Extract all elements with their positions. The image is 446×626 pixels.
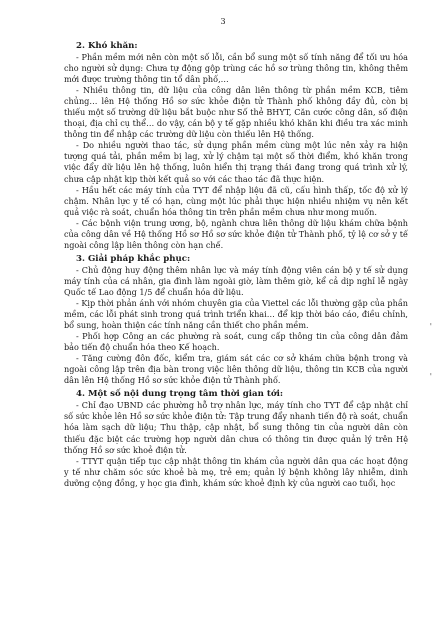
paragraph: - Chủ động huy động thêm nhân lực và máy tính động viên cán bộ y tế sử dụng máy tính của cá nhân, gia đình làm ngoài giờ, làm thêm giờ, kể cả dịp nghỉ lễ ngày Quốc tế Lao động 1/5 để chuẩn hóa dữ liệu. xyxy=(64,264,408,297)
section-solutions xyxy=(64,253,408,387)
paragraph: - TTYT quận tiếp tục cập nhật thông tin khám của người dân qua các hoạt động y tế như chăm sóc sức khoẻ bà mẹ, trẻ em; quản lý bệnh không lây nhiễm, dinh dưỡng cộng đồng, y học gia đình, khám sức khoẻ định kỳ của người cao tuổi, học xyxy=(64,455,408,488)
margin-mark: ' xyxy=(429,372,432,381)
section-difficulties xyxy=(64,40,408,251)
paragraph: - Do nhiều người thao tác, sử dụng phần mềm cùng một lúc nên xảy ra hiện tượng quá tải, phần mềm bị lag, xử lý chậm tại một số thời điểm, khó khăn trong việc đẩy dữ liệu lên hệ thống, luôn hiển thị trạng thái đang trong quá trình xử lý, chưa cập nhật kịp thời kết quả so với các thao tác đã thực hiện. xyxy=(64,140,408,184)
margin-mark: ' xyxy=(429,322,432,331)
page-number: 3 xyxy=(220,17,226,26)
section-key-tasks xyxy=(64,388,408,488)
paragraph: - Chỉ đạo UBND các phường hỗ trợ nhân lực, máy tính cho TYT để cập nhật chỉ số sức khỏe lên Hồ sơ sức khỏe điện tử: Tập trung đẩy nhanh tiến độ rà soát, chuẩn hóa làm sạch dữ liệu; Thu thập, cập nhật, bổ sung thông tin của người dân còn thiếu đặc biệt các trường hợp người dân chưa có thông tin được quản lý trên Hệ thống Hồ sơ sức khoẻ điện tử. xyxy=(64,400,408,455)
paragraph: - Nhiều thông tin, dữ liệu của công dân liên thông từ phần mềm KCB, tiêm chủng… lên Hệ thống Hồ sơ sức khỏe điện tử Thành phố không đầy đủ, còn bị thiếu một số trường dữ liệu bắt buộc như Số thẻ BHYT, Căn cước công dân, số điện thoại, địa chỉ cụ thể… do vậy, cán bộ y tế gặp nhiều khó khăn khi điều tra xác minh thông tin để nhập các trường dữ liệu còn thiếu lên Hệ thống. xyxy=(64,85,408,140)
section-heading: 2. Khó khăn: xyxy=(76,41,138,51)
paragraph: - Hầu hết các máy tính của TYT để nhập liệu đã cũ, cấu hình thấp, tốc độ xử lý chậm. Nhân lực y tế có hạn, cùng một lúc phải thực hiện nhiều nhiệm vụ nên kết quả việc rà soát, chuẩn hóa thông tin trên phần mềm chưa như mong muốn. xyxy=(64,184,408,217)
section-heading: 4. Một số nội dung trọng tâm thời gian tới: xyxy=(76,389,284,400)
paragraph: - Phần mềm mới nên còn một số lỗi, cần bổ sung một số tính năng để tối ưu hóa cho người sử dụng: Chưa tự động gộp trùng các hồ sơ trùng thông tin, không thêm mới được trường thông tin tổ dân phố,… xyxy=(64,52,408,85)
section-heading: 3. Giải pháp khắc phục: xyxy=(76,253,191,264)
paragraph: - Phối hợp Công an các phường rà soát, cung cấp thông tin của công dân đảm bảo tiến độ chuẩn hóa theo Kế hoạch. xyxy=(64,331,408,353)
document-body xyxy=(64,40,408,489)
paragraph: - Các bệnh viện trung ương, bộ, ngành chưa liên thông dữ liệu khám chữa bệnh của công dân về Hệ thống Hồ sơ Hồ sơ sức khỏe điện tử Thành phố, tỷ lệ cơ sở y tế ngoài công lập liên thông còn hạn chế. xyxy=(64,217,408,250)
paragraph: - Kịp thời phản ánh với nhóm chuyên gia của Viettel các lỗi thường gặp của phần mềm, các lỗi phát sinh trong quá trình triển khai… để kịp thời báo cáo, điều chỉnh, bổ sung, hoàn thiện các tính năng cần thiết cho phần mềm. xyxy=(64,297,408,331)
paragraph: - Tăng cường đôn đốc, kiểm tra, giám sát các cơ sở khám chữa bệnh trong và ngoài công lập trên địa bàn trong việc liên thông dữ liệu, thông tin KCB của người dân lên Hệ thống Hồ sơ sức khỏe điện tử Thành phố. xyxy=(64,353,408,386)
